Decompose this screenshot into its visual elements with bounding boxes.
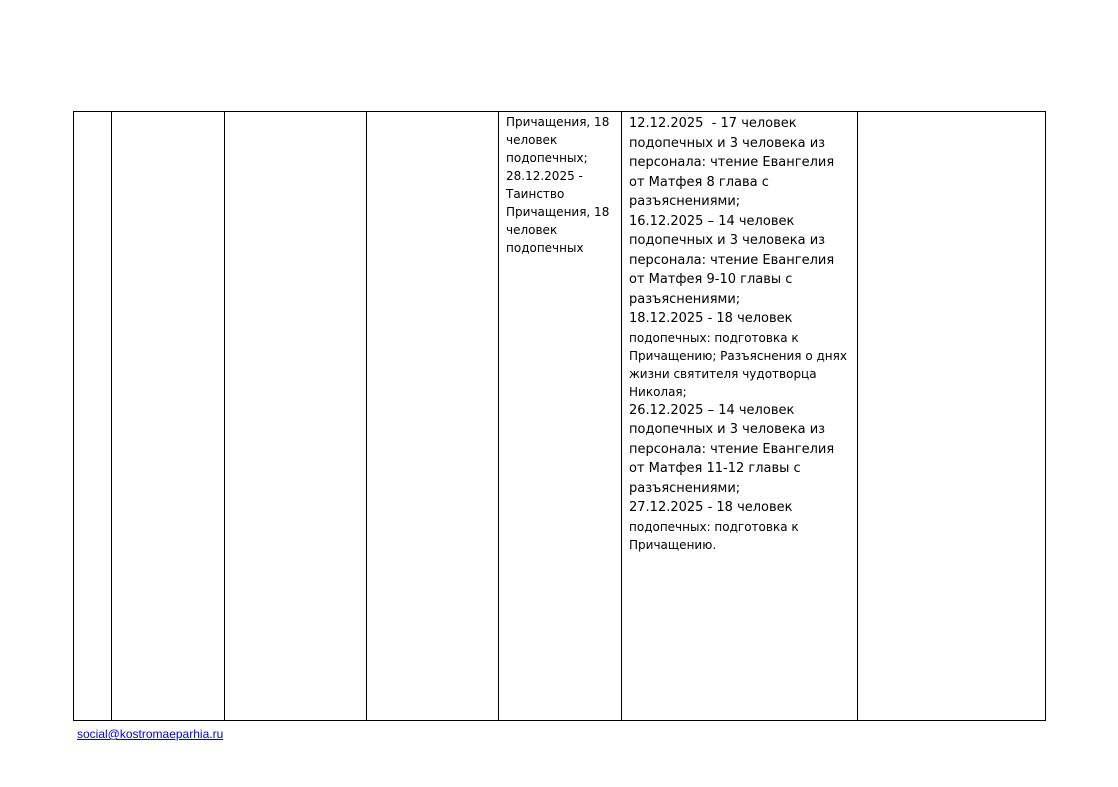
sacraments-text: Причащения, 18 человек подопечных; 28.12.2025 - Таинство Причащения, 18 человек подопечных [506,115,610,255]
table-cell-7 [858,112,1046,721]
talk-entry: 26.12.2025 – 14 человек подопечных и 3 человека из персонала: чтение Евангелия от Матфея 11-12 главы с разъяснениями; [629,402,839,496]
talk-entry [629,309,853,401]
talk-entry-lead: 18.12.2025 - 18 человек [629,311,793,326]
talk-entry-rest: подопечных: подготовка к Причащению; Разъяснения о днях жизни святителя чудотворца Николая; [629,330,851,399]
table-cell-sacraments [499,112,622,721]
table-cell-2 [112,112,225,721]
table-cell-3 [225,112,367,721]
table-cell-4 [367,112,499,721]
talk-entry-rest: подопечных: подготовка к Причащению. [629,519,803,552]
talk-entry: 16.12.2025 – 14 человек подопечных и 3 человека из персонала: чтение Евангелия от Матфея 9-10 главы с разъяснениями; [629,213,839,307]
talk-entry: 12.12.2025 - 17 человек подопечных и 3 человека из персонала: чтение Евангелия от Матфея 8 глава с разъяснениями; [629,116,839,209]
table-cell-talks [622,112,858,721]
email-link[interactable]: social@kostromaeparhia.ru [77,727,224,741]
talk-entry-lead: 27.12.2025 - 18 человек [629,500,793,515]
table-row [74,112,1046,721]
report-table [73,111,1046,721]
talk-entry [629,498,853,554]
table-cell-number [74,112,112,721]
